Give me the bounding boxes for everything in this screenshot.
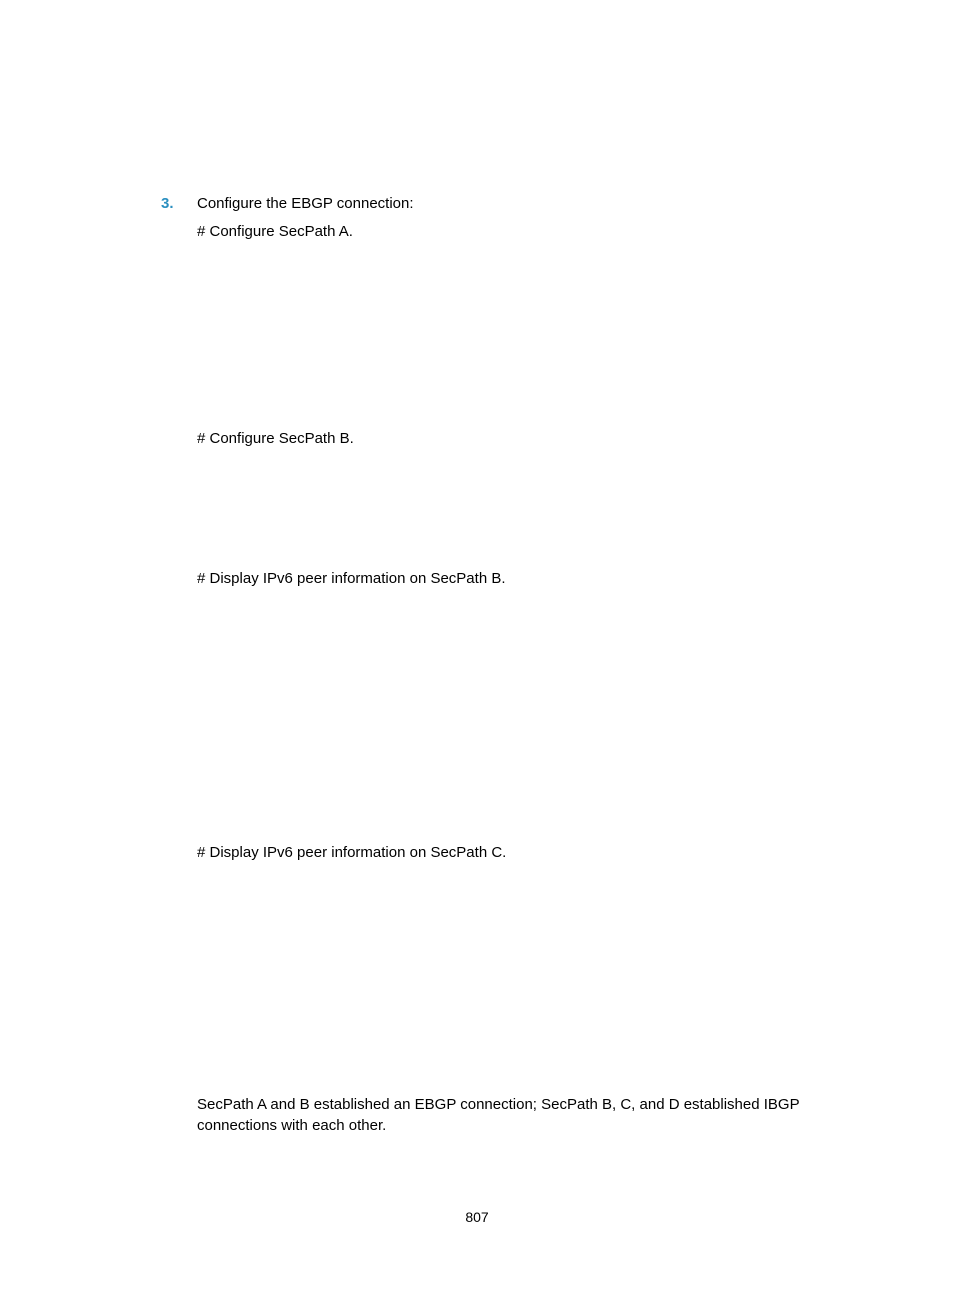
step-title: Configure the EBGP connection: (197, 195, 414, 212)
configure-secpath-a-comment: # Configure SecPath A. (197, 223, 353, 240)
display-peer-secpath-b-comment: # Display IPv6 peer information on SecPath B. (197, 570, 506, 587)
page-number: 807 (465, 1209, 489, 1225)
display-peer-secpath-c-comment: # Display IPv6 peer information on SecPath C. (197, 844, 507, 861)
configure-secpath-b-comment: # Configure SecPath B. (197, 430, 354, 447)
step-number: 3. (161, 195, 174, 212)
summary-paragraph: SecPath A and B established an EBGP connection; SecPath B, C, and D established IBGP connections with each other. (197, 1096, 800, 1134)
